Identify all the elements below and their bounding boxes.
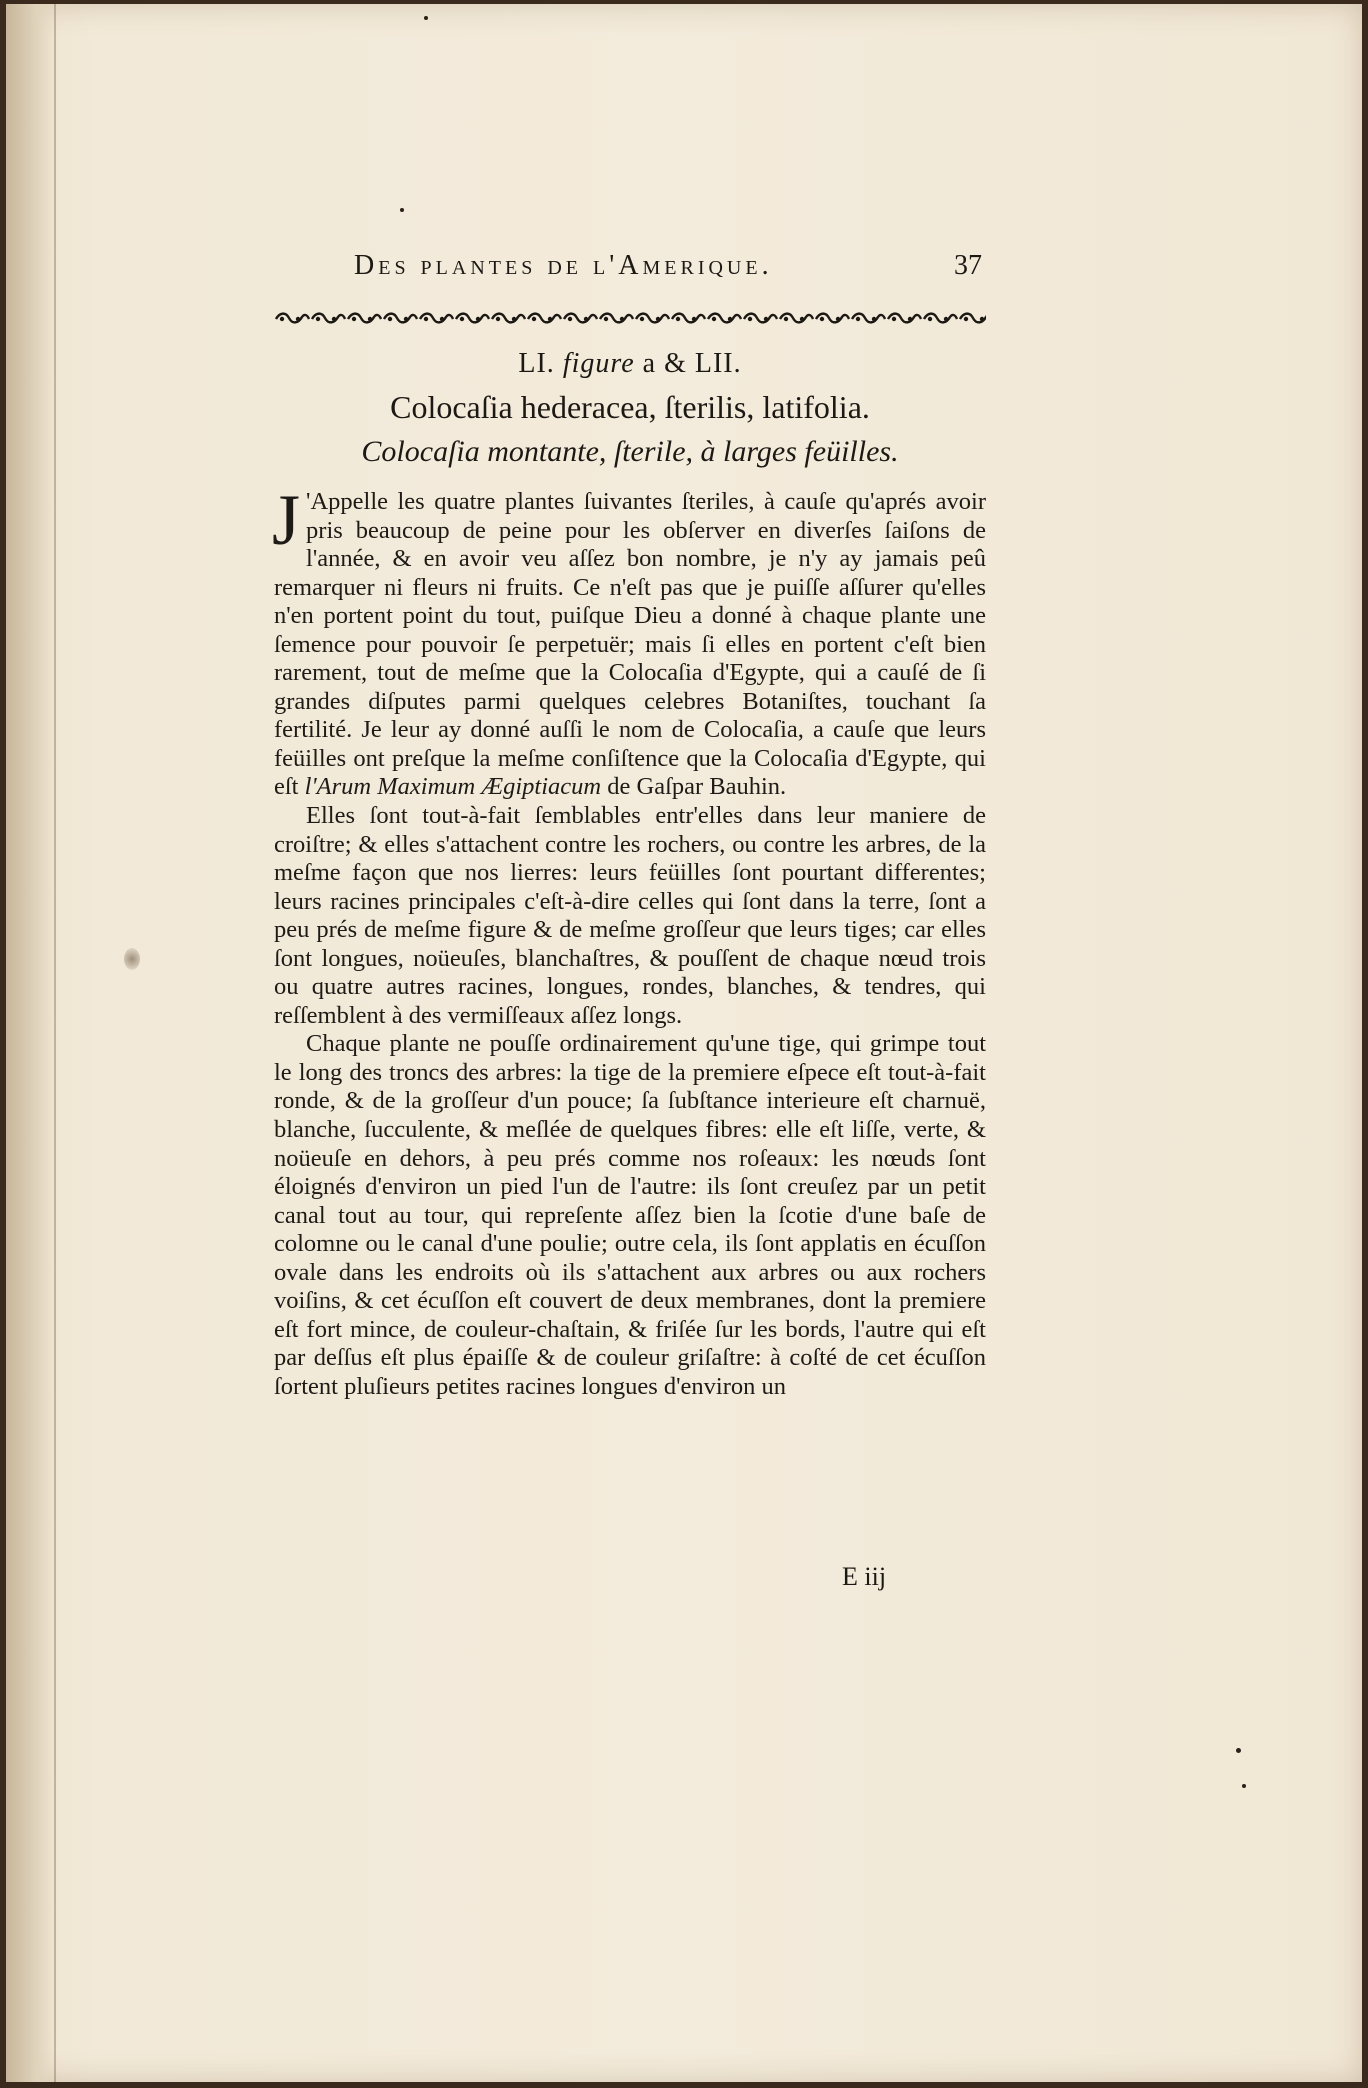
ink-speck xyxy=(1236,1748,1241,1753)
page-number: 37 xyxy=(954,250,982,281)
figure-heading-prefix: LI. xyxy=(518,348,555,379)
book-page xyxy=(6,4,1362,2082)
gutter-fold-line xyxy=(54,4,56,2082)
paragraph: Elles ſont tout-à-fait ſemblables entr'elles dans leur maniere de croiſtre; & elles s'attachent contre les rochers, ou contre les arbres, de la meſme façon que nos lierres: leurs feüilles ſont pourtant differentes; leurs racines principales c'eſt-à-dire celles qui ſont dans la terre, ſont a peu prés de meſme figure & de meſme groſſeur que leurs tiges; car elles ſont longues, noüeuſes, blanchaſtres, & pouſſent de chaque nœud trois ou quatre autres racines, longues, rondes, blanches, & tendres, qui reſſemblent à des vermiſſeaux aſſez longs. xyxy=(274,802,986,1029)
chapter-headings xyxy=(274,344,986,474)
page-gutter xyxy=(6,4,56,2082)
ornament-rule-icon xyxy=(274,304,986,334)
running-head xyxy=(354,250,986,290)
french-title: Colocaſia montante, ſterile, à larges feüilles. xyxy=(361,435,899,468)
signature-mark: E iij xyxy=(842,1562,887,1591)
drop-cap: J xyxy=(272,480,301,560)
ink-speck xyxy=(424,16,428,20)
ink-speck xyxy=(1242,1784,1246,1788)
figure-heading-word: figure xyxy=(562,348,635,379)
figure-heading-suffix: a & LII. xyxy=(642,348,742,379)
paragraph-text: 'Appelle les quatre plantes ſuivantes ſteriles, à cauſe qu'aprés avoir pris beaucoup de peine pour les obſerver en diverſes ſaiſons de l'année, & en avoir veu aſſez bon nombre, je n'y ay jamais peû remarquer ni fleurs ni fruits. Ce n'eſt pas que je puiſſe aſſurer qu'elles n'en portent point du tout, puiſque Dieu a donné à chaque plante une ſemence pour pouvoir ſe perpetuër; mais ſi elles en portent c'eſt bien rarement, tout de meſme que la Colocaſia d'Egypte, qui a cauſé de ſi grandes diſputes parmi quelques celebres Botaniſtes, touchant ſa fertilité. Je leur ay donné auſſi le nom de Colocaſia, a cauſe que leurs feüilles ont preſque la meſme conſiſtence que la Colocaſia d'Egypte, qui eſt xyxy=(274,488,986,801)
ornament-rule xyxy=(274,304,986,334)
running-title: Des plantes de l'Amerique. xyxy=(354,250,773,281)
paragraph-italic-text: l'Arum Maximum Ægiptiacum xyxy=(304,773,602,801)
ink-speck xyxy=(400,208,404,212)
paper-stain xyxy=(124,948,140,970)
paragraph xyxy=(272,480,986,802)
figure-heading xyxy=(274,344,986,384)
body-text xyxy=(272,480,986,1402)
latin-title: Colocaſia hederacea, ſterilis, latifolia. xyxy=(390,389,870,425)
paragraph: Chaque plante ne pouſſe ordinairement qu'une tige, qui grimpe tout le long des troncs des arbres: la tige de la premiere eſpece eſt tout-à-fait ronde, & de la groſſeur d'un pouce; ſa ſubſtance interieure eſt charnuë, blanche, ſucculente, & meſlée de quelques fibres: elle eſt liſſe, verte, & noüeuſe en dehors, à peu prés comme nos roſeaux: les nœuds ſont éloignés d'environ un pied l'un de l'autre: ils ſont creuſez par un petit canal tout au tour, qui repreſente aſſez bien la ſcotie d'une baſe de colomne ou le canal d'une poulie; outre cela, ils ſont applatis en écuſſon ovale dans les endroits où ils s'attachent aux arbres ou aux rochers voiſins, & cet écuſſon eſt couvert de deux membranes, dont la premiere eſt fort mince, de couleur-chaſtain, & friſée ſur les bords, l'autre qui eſt par deſſus eſt plus épaiſſe & de couleur griſaſtre: à coſté de cet écuſſon ſortent pluſieurs petites racines longues d'environ un xyxy=(274,1030,986,1400)
paragraph-end-text: de Gaſpar Bauhin. xyxy=(607,773,787,801)
